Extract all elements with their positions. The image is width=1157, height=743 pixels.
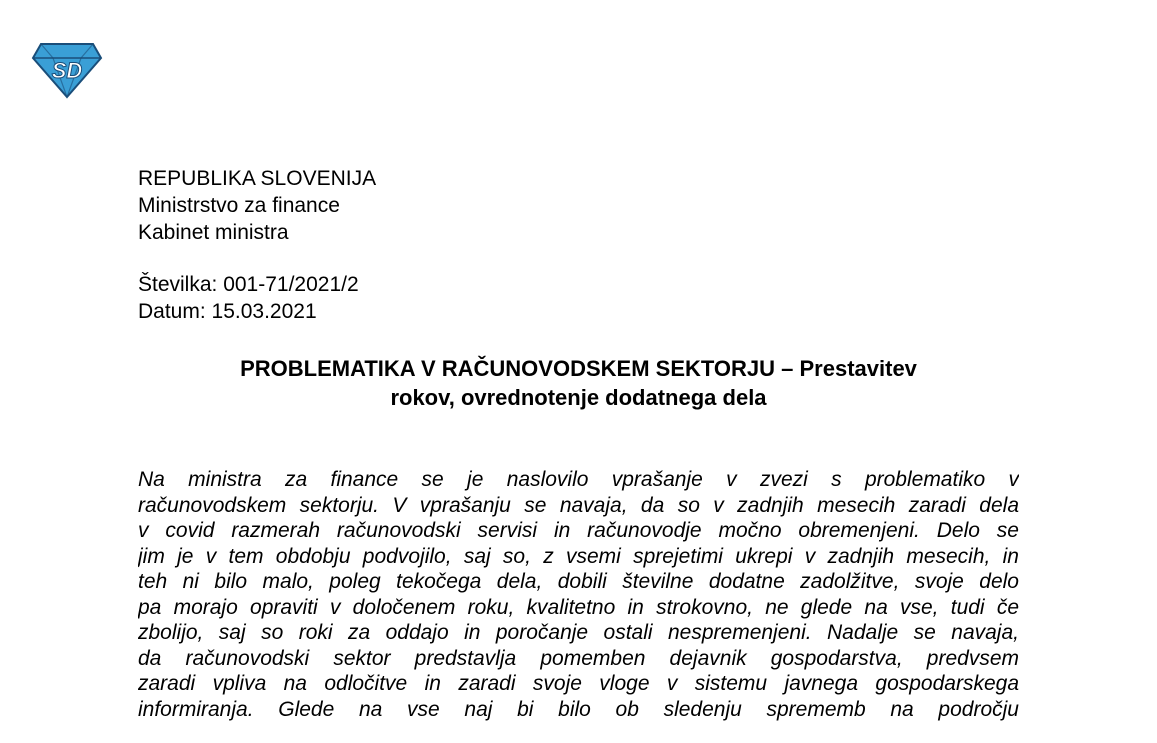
diamond-logo-icon bbox=[31, 40, 103, 100]
document-meta bbox=[138, 271, 359, 325]
body-line: računovodskem sektorju. V vprašanju se navaja, da so v zadnjih mesecih zaradi dela bbox=[138, 493, 1019, 517]
body-line: pa morajo opraviti v določenem roku, kvalitetno in strokovno, ne glede na vse, tudi če bbox=[138, 595, 1019, 619]
body-line: jim je v tem obdobju podvojilo, saj so, z vsemi sprejetimi ukrepi v zadnjih mesecih, in bbox=[138, 544, 1019, 568]
logo-letters: SD bbox=[51, 58, 83, 83]
title-line-2: rokov, ovrednotenje dodatnega dela bbox=[390, 385, 767, 410]
title-line-1: PROBLEMATIKA V RAČUNOVODSKEM SEKTORJU – Prestavitev bbox=[240, 356, 917, 381]
body-line: informiranja. Glede na vse naj bi bilo ob sledenju sprememb na področju bbox=[138, 697, 1019, 721]
sender-office: Kabinet ministra bbox=[138, 221, 289, 244]
body-line: zbolijo, saj so roki za oddajo in poročanje ostali nespremenjeni. Nadalje se navaja, bbox=[138, 621, 1019, 644]
document-date: Datum: 15.03.2021 bbox=[138, 300, 317, 323]
body-paragraph bbox=[138, 467, 1019, 722]
document-title bbox=[138, 354, 1019, 412]
body-line: teh ni bilo malo, poleg tekočega dela, dobili številne dodatne zadolžitve, svoje delo bbox=[138, 570, 1019, 593]
body-line: zaradi vpliva na odločitve in zaradi svoje vloge v sistemu javnega gospodarskega bbox=[138, 672, 1019, 695]
body-line: Na ministra za finance se je naslovilo vprašanje v zvezi s problematiko v bbox=[138, 468, 1019, 491]
sender-block bbox=[138, 165, 376, 246]
body-line: v covid razmerah računovodski servisi in računovodje močno obremenjeni. Delo se bbox=[138, 519, 1019, 542]
sender-ministry: Ministrstvo za finance bbox=[138, 194, 340, 217]
body-line: da računovodski sektor predstavlja pomemben dejavnik gospodarstva, predvsem bbox=[138, 646, 1019, 670]
document-number: Številka: 001-71/2021/2 bbox=[138, 273, 359, 296]
sender-country: REPUBLIKA SLOVENIJA bbox=[138, 167, 377, 190]
